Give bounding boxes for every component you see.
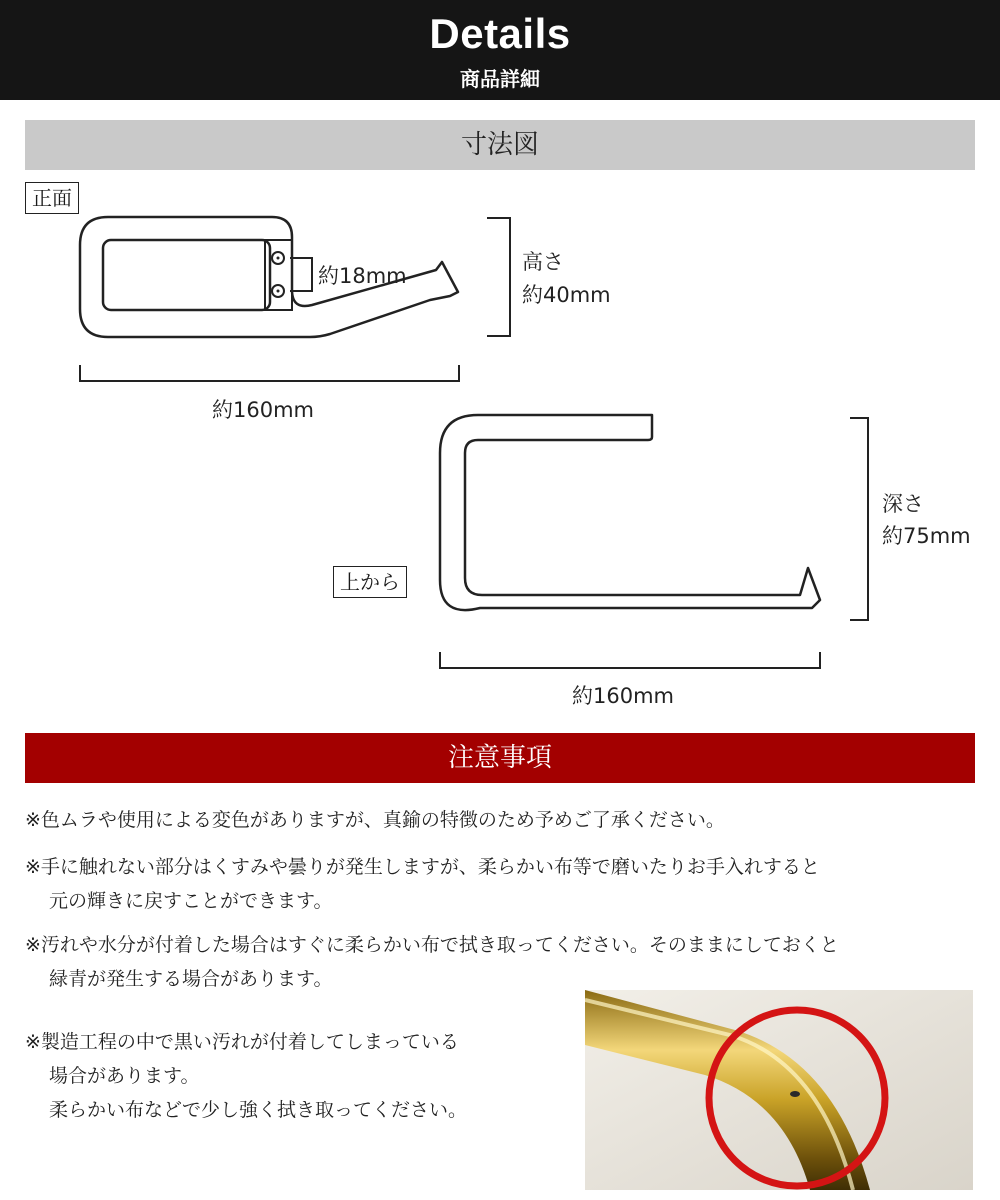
depth-value: 約75mm (882, 524, 971, 548)
top-width-value: 約160mm (572, 684, 674, 708)
caution-note-2-line1: ※手に触れない部分はくすみや曇りが発生しますが、柔らかい布等で磨いたりお手入れすると (25, 856, 820, 878)
cautions-section-title: 注意事項 (25, 733, 975, 783)
front-view-label: 正面 (25, 182, 79, 214)
caution-note-2-line2: 元の輝きに戻すことができます。 (49, 890, 333, 912)
page-subtitle: 商品詳細 (460, 67, 540, 91)
depth-label: 深さ (882, 492, 924, 516)
caution-note-4-line3: 柔らかい布などで少し強く拭き取ってください。 (49, 1099, 468, 1121)
stain-mark (790, 1091, 800, 1097)
front-view-inner (103, 240, 270, 310)
page-title: Details (429, 10, 571, 57)
depth-bracket (850, 418, 868, 620)
caution-note-4 (25, 1025, 467, 1127)
caution-note-4-line2: 場合があります。 (49, 1065, 200, 1087)
height-bracket (487, 218, 510, 336)
front-width-value: 約160mm (212, 398, 314, 422)
dimensions-section-title: 寸法図 (25, 120, 975, 170)
caution-note-2 (25, 850, 820, 918)
top-view-label: 上から (333, 566, 407, 598)
caution-note-3 (25, 928, 839, 996)
hole-spacing-value: 約18mm (318, 264, 407, 288)
caution-note-1-text: ※色ムラや使用による変色がありますが、真鍮の特徴のため予めご了承ください。 (25, 809, 725, 831)
caution-note-3-line2: 緑青が発生する場合があります。 (49, 968, 333, 990)
hole-spacing-bracket (290, 258, 312, 291)
caution-note-3-line1: ※汚れや水分が付着した場合はすぐに柔らかい布で拭き取ってください。そのままにしておくと (25, 934, 839, 956)
caution-note-4-line1: ※製造工程の中で黒い汚れが付着してしまっている (25, 1031, 459, 1053)
height-value: 約40mm (522, 283, 611, 307)
front-width-bracket (80, 365, 459, 381)
height-label: 高さ (522, 250, 564, 274)
top-width-bracket (440, 652, 820, 668)
caution-note-1 (25, 803, 725, 837)
brass-closeup-photo (585, 990, 973, 1190)
top-view-outline (440, 415, 820, 610)
